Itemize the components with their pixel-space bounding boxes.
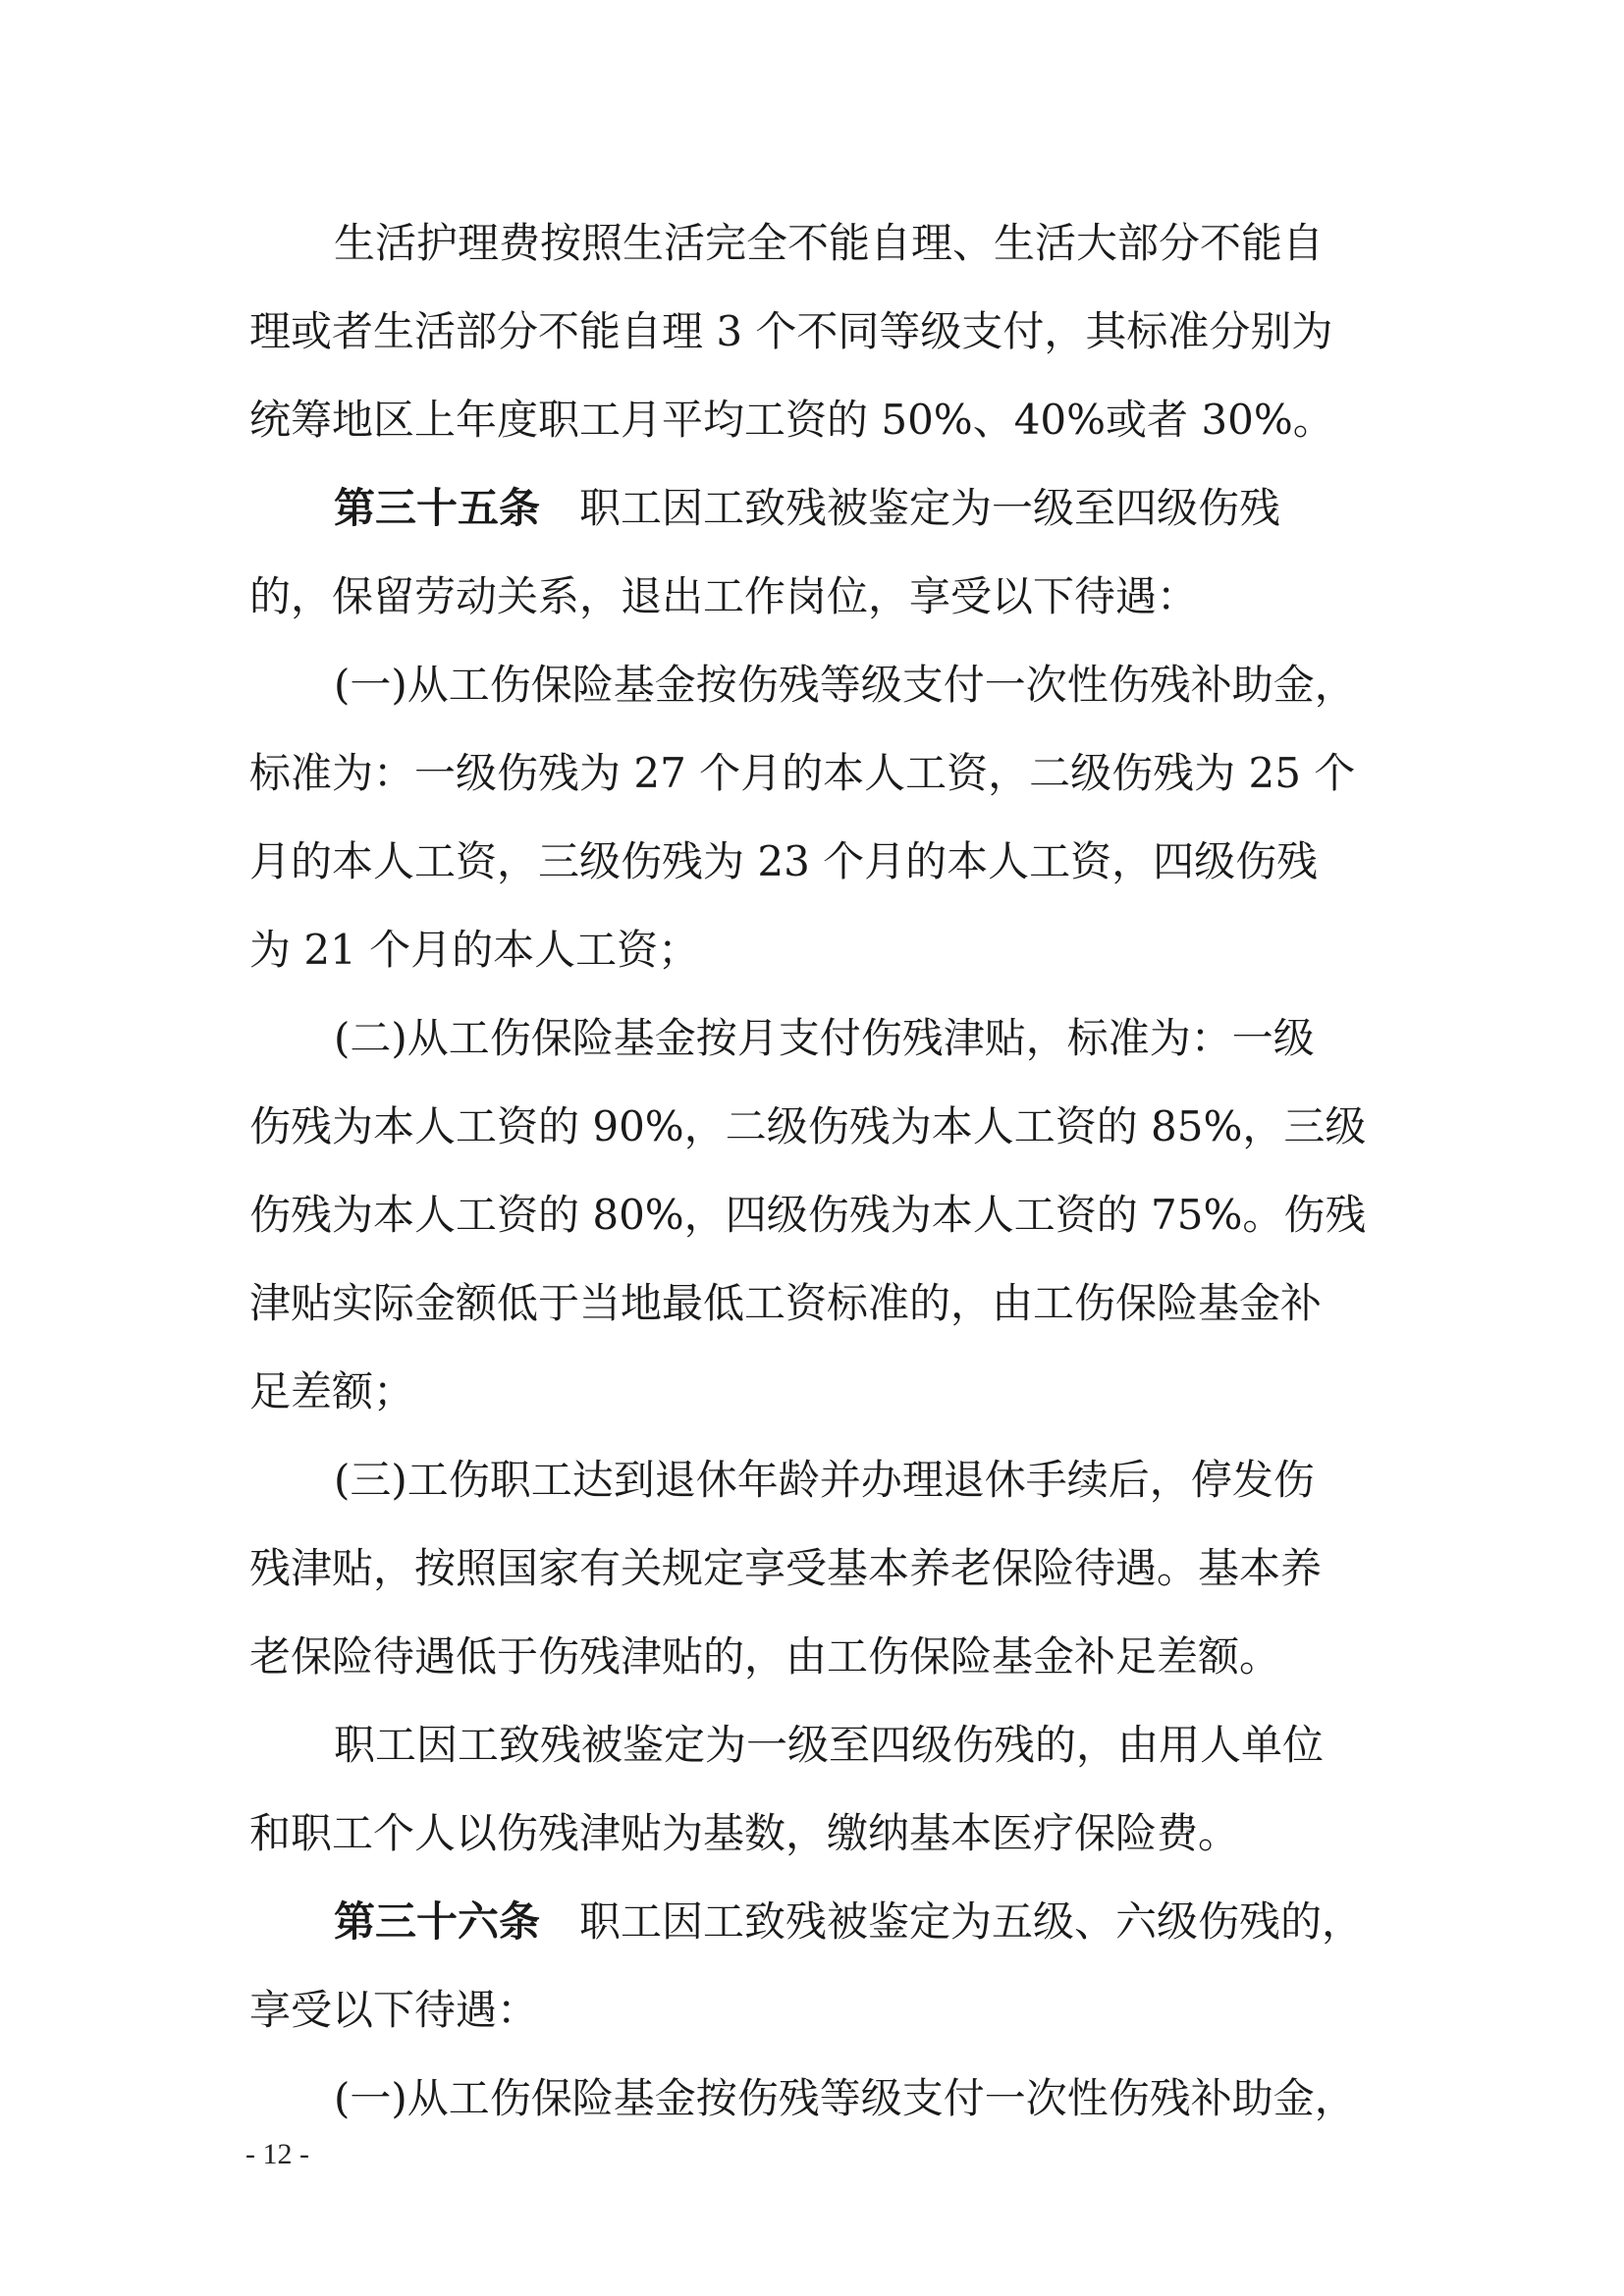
article-36-heading: 第三十六条 bbox=[334, 1897, 541, 1946]
paragraph-line: 标准为：一级伤残为 27 个月的本人工资，二级伤残为 25 个 bbox=[249, 749, 1356, 797]
paragraph-line: 统筹地区上年度职工月平均工资的 50%、40%或者 30%。 bbox=[249, 396, 1334, 444]
paragraph-line: 职工因工致残被鉴定为一级至四级伤残的，由用人单位 bbox=[334, 1721, 1325, 1769]
paragraph-line: 足差额； bbox=[249, 1367, 415, 1415]
article-35-heading: 第三十五条 bbox=[334, 484, 541, 532]
paragraph-line: 理或者生活部分不能自理 3 个不同等级支付，其标准分别为 bbox=[249, 307, 1333, 355]
paragraph-line: 的，保留劳动关系，退出工作岗位，享受以下待遇： bbox=[249, 572, 1199, 620]
paragraph-line: 伤残为本人工资的 90%，二级伤残为本人工资的 85%，三级 bbox=[249, 1102, 1367, 1150]
article-35-text: 职工因工致残被鉴定为一级至四级伤残 bbox=[579, 484, 1281, 532]
paragraph-line: 为 21 个月的本人工资； bbox=[249, 926, 700, 974]
paragraph-line: (一)从工伤保险基金按伤残等级支付一次性伤残补助金， bbox=[334, 661, 1356, 709]
article-36-text: 职工因工致残被鉴定为五级、六级伤残的， bbox=[579, 1897, 1364, 1946]
paragraph-line: (三)工伤职工达到退休年龄并办理退休手续后，停发伤 bbox=[334, 1456, 1315, 1504]
article-36-first-line bbox=[334, 1883, 1388, 1961]
paragraph-line: (二)从工伤保险基金按月支付伤残津贴，标准为：一级 bbox=[334, 1014, 1315, 1062]
paragraph-line: 和职工个人以伤残津贴为基数，缴纳基本医疗保险费。 bbox=[249, 1809, 1240, 1857]
paragraph-line: 残津贴，按照国家有关规定享受基本养老保险待遇。基本养 bbox=[249, 1544, 1323, 1592]
paragraph-line: 老保险待遇低于伤残津贴的，由工伤保险基金补足差额。 bbox=[249, 1632, 1281, 1681]
paragraph-line: 生活护理费按照生活完全不能自理、生活大部分不能自 bbox=[334, 219, 1325, 267]
paragraph-line: 月的本人工资，三级伤残为 23 个月的本人工资，四级伤残 bbox=[249, 837, 1319, 885]
page-number: - 12 - bbox=[245, 2138, 309, 2170]
paragraph-line: 享受以下待遇： bbox=[249, 1986, 539, 2034]
article-35-first-line bbox=[334, 469, 1388, 548]
paragraph-line: 伤残为本人工资的 80%，四级伤残为本人工资的 75%。伤残 bbox=[249, 1191, 1367, 1239]
paragraph-line: (一)从工伤保险基金按伤残等级支付一次性伤残补助金， bbox=[334, 2074, 1356, 2122]
paragraph-line: 津贴实际金额低于当地最低工资标准的，由工伤保险基金补 bbox=[249, 1279, 1323, 1327]
